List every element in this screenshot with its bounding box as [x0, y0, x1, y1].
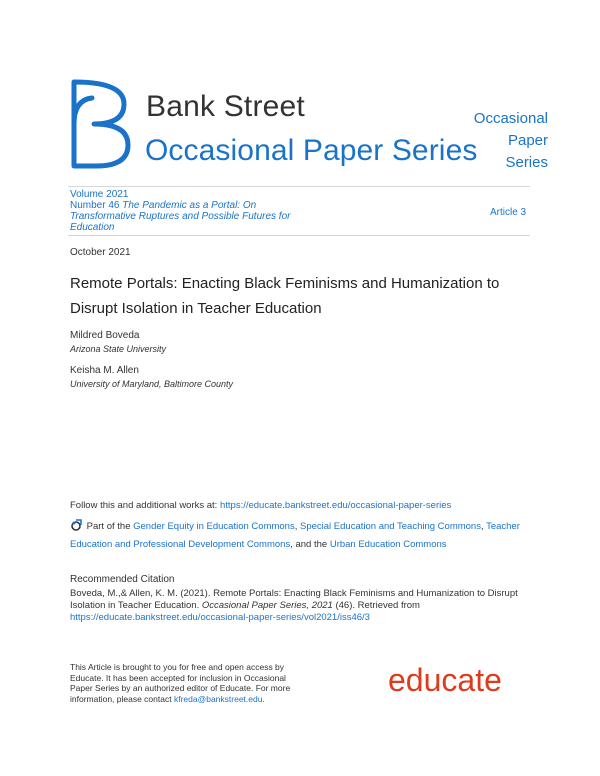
volume-label[interactable]: Volume 2021 — [70, 189, 129, 200]
footer-note: This Article is brought to you for free and open access by Educate. It has been accepted for inclusion in Occasional Paper Series by an authorized editor of Educate. For more information, please contact kfreda@bankstreet.edu. — [70, 662, 291, 704]
educate-logo[interactable]: educate — [388, 662, 502, 698]
part-of-commons: Part of the Gender Equity in Education Commons, Special Education and Teaching Commons, Teacher Education and Professional Development Commons, and the Urban Education Commons — [70, 521, 520, 550]
series-link[interactable]: https://educate.bankstreet.edu/occasional-paper-series — [219, 500, 452, 511]
citation-text: Boveda, M.,& Allen, K. M. (2021). Remote Portals: Enacting Black Feminisms and Humanization to Disrupt Isolation in Teacher Education. Occasional Paper Series, 2021 (46). Retrieved from https://educate.bankstreet.edu/occasional-paper-series/vol2021/iss46/3 — [70, 588, 518, 623]
follow-line: Follow this and additional works at: https://educate.bankstreet.edu/occasional-paper-series — [70, 500, 452, 511]
open-access-icon — [70, 519, 82, 531]
issue-title[interactable]: The Pandemic as a Portal: On Transformative Ruptures and Possible Futures for Education — [70, 200, 291, 233]
article-number[interactable]: Article 3 — [490, 207, 527, 218]
commons-link-urban-education[interactable]: Urban Education Commons — [329, 539, 447, 550]
paper-title: Remote Portals: Enacting Black Feminisms and Humanization to Disrupt Isolation in Teacher Education — [70, 275, 500, 317]
divider-top — [68, 186, 530, 187]
citation-link[interactable]: https://educate.bankstreet.edu/occasional-paper-series/vol2021/iss46/3 — [70, 612, 370, 623]
author-name: Keisha M. Allen — [70, 365, 139, 376]
citation-journal: Occasional Paper Series, 2021 — [201, 600, 333, 611]
citation-heading: Recommended Citation — [70, 574, 175, 585]
author-affiliation: University of Maryland, Baltimore County — [70, 379, 234, 389]
author-affiliation: Arizona State University — [70, 344, 167, 354]
author-name: Mildred Boveda — [70, 330, 140, 341]
series-name: Occasional Paper Series — [145, 134, 478, 167]
number-label[interactable]: Number 46 — [70, 200, 120, 211]
brand-name: Bank Street — [146, 90, 305, 123]
issue-info[interactable] — [70, 189, 320, 233]
contact-email-link[interactable]: kfreda@bankstreet.edu — [173, 693, 263, 704]
side-series-label: Occasional Paper Series — [473, 110, 548, 171]
divider-bottom — [68, 235, 530, 236]
publication-date: October 2021 — [70, 247, 131, 258]
commons-link-teacher-education[interactable]: Teacher Education and Professional Development Commons — [70, 521, 520, 550]
commons-link-special-education[interactable]: Special Education and Teaching Commons — [300, 521, 481, 532]
commons-link-gender-equity[interactable]: Gender Equity in Education Commons — [133, 521, 295, 532]
bank-street-logo-icon — [68, 76, 134, 172]
